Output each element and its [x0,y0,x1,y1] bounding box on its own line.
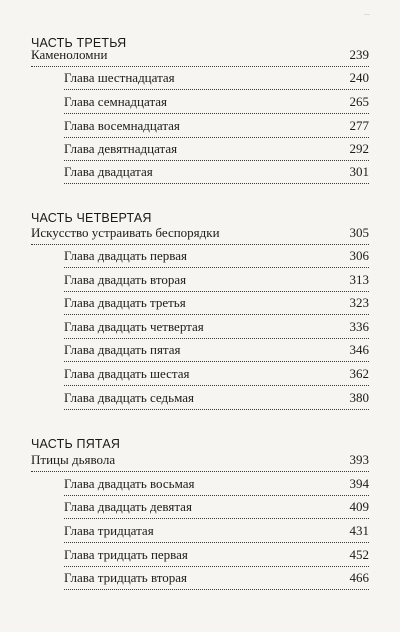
entry-title: Глава тридцать вторая [64,570,188,585]
entry-title: Глава двадцать седьмая [64,390,194,405]
toc-chapter-entry[interactable] [64,523,369,543]
toc-chapter-entry[interactable] [64,319,369,339]
entry-page-number: 265 [349,94,369,109]
toc-chapter-entry[interactable] [64,570,369,590]
entry-page-number: 336 [349,319,369,334]
part-heading: ЧАСТЬ ЧЕТВЕРТАЯ [31,211,152,225]
entry-title: Глава двадцать девятая [64,499,192,514]
entry-page-number: 394 [349,476,369,491]
toc-chapter-entry[interactable] [64,94,369,114]
entry-page-number: 306 [349,248,369,263]
toc-chapter-entry[interactable] [64,499,369,519]
toc-chapter-entry[interactable] [64,390,369,410]
toc-chapter-entry[interactable] [64,342,369,362]
toc-chapter-entry[interactable] [64,164,369,184]
entry-title: Глава семнадцатая [64,94,168,109]
toc-chapter-entry[interactable] [64,272,369,292]
toc-section-entry[interactable] [31,225,369,245]
page-header-mark: ... [364,8,370,17]
entry-title: Глава двадцать восьмая [64,476,195,491]
entry-title: Глава двадцать пятая [64,342,181,357]
entry-page-number: 240 [349,70,369,85]
entry-title: Глава двадцать четвертая [64,319,204,334]
entry-title: Глава девятнадцатая [64,141,178,156]
entry-page-number: 466 [349,570,369,585]
toc-chapter-entry[interactable] [64,547,369,567]
entry-page-number: 323 [349,295,369,310]
toc-chapter-entry[interactable] [64,476,369,496]
toc-section-entry[interactable] [31,452,369,472]
entry-title: Глава двадцать шестая [64,366,190,381]
entry-page-number: 301 [349,164,369,179]
toc-chapter-entry[interactable] [64,366,369,386]
entry-page-number: 452 [349,547,369,562]
entry-page-number: 277 [349,118,369,133]
entry-title: Глава тридцать первая [64,547,188,562]
toc-chapter-entry[interactable] [64,70,369,90]
entry-page-number: 409 [349,499,369,514]
entry-page-number: 346 [349,342,369,357]
entry-title: Искусство устраивать беспорядки [31,225,220,240]
entry-title: Глава тридцатая [64,523,154,538]
entry-page-number: 292 [349,141,369,156]
entry-title: Глава двадцатая [64,164,153,179]
entry-title: Птицы дьявола [31,452,116,467]
entry-title: Каменоломни [31,47,108,62]
entry-title: Глава двадцать первая [64,248,187,263]
entry-page-number: 305 [349,225,369,240]
toc-chapter-entry[interactable] [64,295,369,315]
toc-chapter-entry[interactable] [64,248,369,268]
toc-section-entry[interactable] [31,47,369,67]
part-heading: ЧАСТЬ ПЯТАЯ [31,437,121,451]
entry-page-number: 313 [349,272,369,287]
entry-title: Глава двадцать третья [64,295,186,310]
entry-title: Глава восемнадцатая [64,118,180,133]
entry-page-number: 239 [349,47,369,62]
part-heading: ЧАСТЬ ТРЕТЬЯ [31,36,127,50]
entry-page-number: 380 [349,390,369,405]
entry-title: Глава двадцать вторая [64,272,187,287]
toc-chapter-entry[interactable] [64,118,369,138]
entry-page-number: 431 [349,523,369,538]
entry-title: Глава шестнадцатая [64,70,175,85]
entry-page-number: 393 [349,452,369,467]
toc-chapter-entry[interactable] [64,141,369,161]
entry-page-number: 362 [349,366,369,381]
